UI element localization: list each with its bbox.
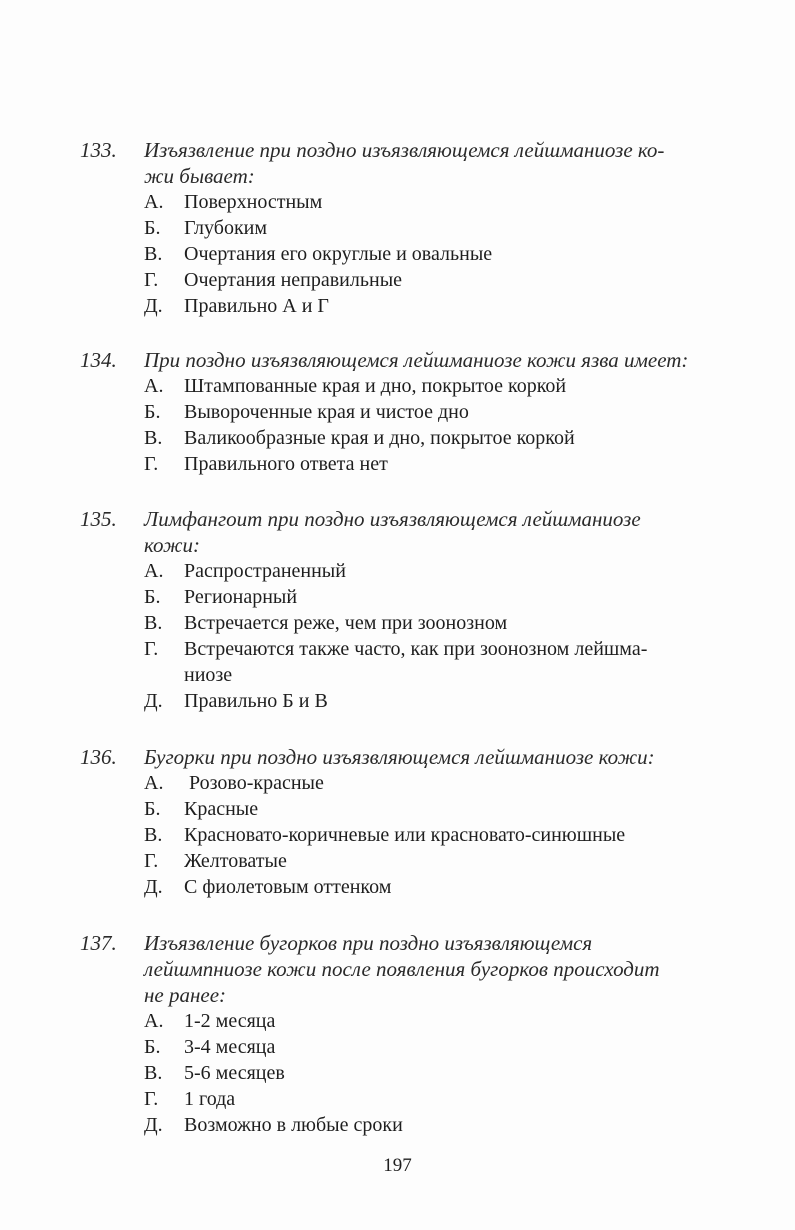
option-text-line: Вывороченные края и чистое дно — [184, 401, 469, 423]
option-letter: Г. — [144, 269, 159, 291]
option-text-line: Штампованные края и дно, покрытое коркой — [184, 375, 567, 397]
option-text-line: Красновато-коричневые или красновато-синюшные — [184, 824, 626, 846]
answer-options — [144, 373, 744, 477]
option-text — [184, 558, 744, 584]
option-text-line: Красные — [184, 798, 259, 820]
answer-option — [144, 1060, 744, 1086]
answer-options — [144, 770, 744, 900]
option-letter: Г. — [144, 1088, 159, 1110]
option-text — [184, 373, 744, 399]
option-letter: Д. — [144, 295, 163, 317]
option-letter: В. — [144, 612, 163, 634]
option-text-line: Правильного ответа нет — [184, 453, 388, 475]
option-text-line: С фиолетовым оттенком — [184, 876, 392, 898]
option-text — [184, 770, 744, 796]
option-text — [184, 796, 744, 822]
answer-options — [144, 558, 744, 714]
option-text-line: Распространенный — [184, 560, 346, 582]
question-text — [144, 506, 729, 558]
answer-option — [144, 636, 744, 688]
option-text-line: ниозе — [184, 664, 233, 686]
option-text — [184, 1008, 744, 1034]
question-number: 133. — [80, 138, 117, 162]
answer-option — [144, 267, 744, 293]
answer-option — [144, 373, 744, 399]
answer-options — [144, 1008, 744, 1138]
answer-option — [144, 770, 744, 796]
answer-option — [144, 688, 744, 714]
question-number: 137. — [80, 931, 117, 955]
option-text — [184, 1060, 744, 1086]
option-text — [184, 848, 744, 874]
option-letter: Б. — [144, 1036, 161, 1058]
answer-option — [144, 1034, 744, 1060]
option-text — [184, 399, 744, 425]
option-text-line: Очертания его округлые и овальные — [184, 243, 493, 265]
option-text-line: 3-4 месяца — [184, 1036, 276, 1058]
question-text-line: При поздно изъязвляющемся лейшманиозе кожи язва имеет: — [144, 348, 689, 372]
option-letter: Г. — [144, 850, 159, 872]
question-text — [144, 930, 729, 1008]
option-text — [184, 1112, 744, 1138]
option-text-line: Встречаются также часто, как при зоонозном лейшма- — [184, 638, 648, 660]
answer-option — [144, 451, 744, 477]
answer-option — [144, 874, 744, 900]
option-letter: Б. — [144, 217, 161, 239]
option-text-line: 1 года — [184, 1088, 236, 1110]
option-text-line: Поверхностным — [184, 191, 323, 213]
option-letter: Д. — [144, 1114, 163, 1136]
option-text — [184, 610, 744, 636]
option-text — [184, 425, 744, 451]
page-number: 197 — [383, 1155, 412, 1176]
answer-options — [144, 189, 744, 319]
question-text-line: кожи: — [144, 533, 201, 557]
option-text — [184, 822, 744, 848]
option-letter: В. — [144, 243, 163, 265]
option-text — [184, 189, 744, 215]
question-number: 136. — [80, 745, 117, 769]
question-text-line: Бугорки при поздно изъязвляющемся лейшманиозе кожи: — [144, 745, 655, 769]
option-text-line: Глубоким — [184, 217, 268, 239]
question-text-line: жи бывает: — [144, 164, 255, 188]
option-text-line: Очертания неправильные — [184, 269, 403, 291]
option-text-line: Розово-красные — [184, 772, 324, 794]
option-letter: Б. — [144, 401, 161, 423]
answer-option — [144, 610, 744, 636]
option-letter: А. — [144, 560, 164, 582]
option-letter: Б. — [144, 798, 161, 820]
question-text — [144, 347, 729, 373]
answer-option — [144, 215, 744, 241]
option-text-line: 5-6 месяцев — [184, 1062, 285, 1084]
option-text — [184, 1086, 744, 1112]
option-text-line: Валикообразные края и дно, покрытое коркой — [184, 427, 575, 449]
answer-option — [144, 1112, 744, 1138]
question-text-line: Изъязвление бугорков при поздно изъязвляющемся — [144, 931, 593, 955]
option-text-line: Правильно А и Г — [184, 295, 329, 317]
option-text-line: Регионарный — [184, 586, 298, 608]
option-letter: А. — [144, 375, 164, 397]
option-letter: Г. — [144, 638, 159, 660]
option-text — [184, 293, 744, 319]
option-letter: Г. — [144, 453, 159, 475]
option-text — [184, 584, 744, 610]
question-number: 134. — [80, 348, 117, 372]
option-letter: В. — [144, 824, 163, 846]
answer-option — [144, 796, 744, 822]
option-text-line: Возможно в любые сроки — [184, 1114, 403, 1136]
answer-option — [144, 425, 744, 451]
question-text-line: не ранее: — [144, 983, 227, 1007]
option-text — [184, 215, 744, 241]
option-text — [184, 241, 744, 267]
option-text-line: Желтоватые — [184, 850, 287, 872]
option-text-line: Встречается реже, чем при зоонозном — [184, 612, 508, 634]
question-text — [144, 137, 729, 189]
answer-option — [144, 399, 744, 425]
answer-option — [144, 558, 744, 584]
option-text — [184, 636, 744, 688]
option-text-line: Правильно Б и В — [184, 690, 328, 712]
option-letter: В. — [144, 1062, 163, 1084]
option-letter: А. — [144, 1010, 164, 1032]
option-text — [184, 451, 744, 477]
answer-option — [144, 822, 744, 848]
option-text — [184, 688, 744, 714]
option-text — [184, 1034, 744, 1060]
answer-option — [144, 241, 744, 267]
answer-option — [144, 293, 744, 319]
question-number: 135. — [80, 507, 117, 531]
option-letter: А. — [144, 772, 164, 794]
answer-option — [144, 189, 744, 215]
option-text — [184, 874, 744, 900]
answer-option — [144, 584, 744, 610]
question-text-line: лейшмпниозе кожи после появления бугорков происходит — [144, 957, 660, 981]
question-text — [144, 744, 729, 770]
answer-option — [144, 1008, 744, 1034]
option-letter: А. — [144, 191, 164, 213]
option-letter: Д. — [144, 876, 163, 898]
option-text — [184, 267, 744, 293]
option-letter: Д. — [144, 690, 163, 712]
question-text-line: Лимфангоит при поздно изъязвляющемся лейшманиозе — [144, 507, 641, 531]
question-text-line: Изъязвление при поздно изъязвляющемся лейшманиозе ко- — [144, 138, 665, 162]
answer-option — [144, 848, 744, 874]
option-letter: В. — [144, 427, 163, 449]
option-text-line: 1-2 месяца — [184, 1010, 276, 1032]
answer-option — [144, 1086, 744, 1112]
option-letter: Б. — [144, 586, 161, 608]
